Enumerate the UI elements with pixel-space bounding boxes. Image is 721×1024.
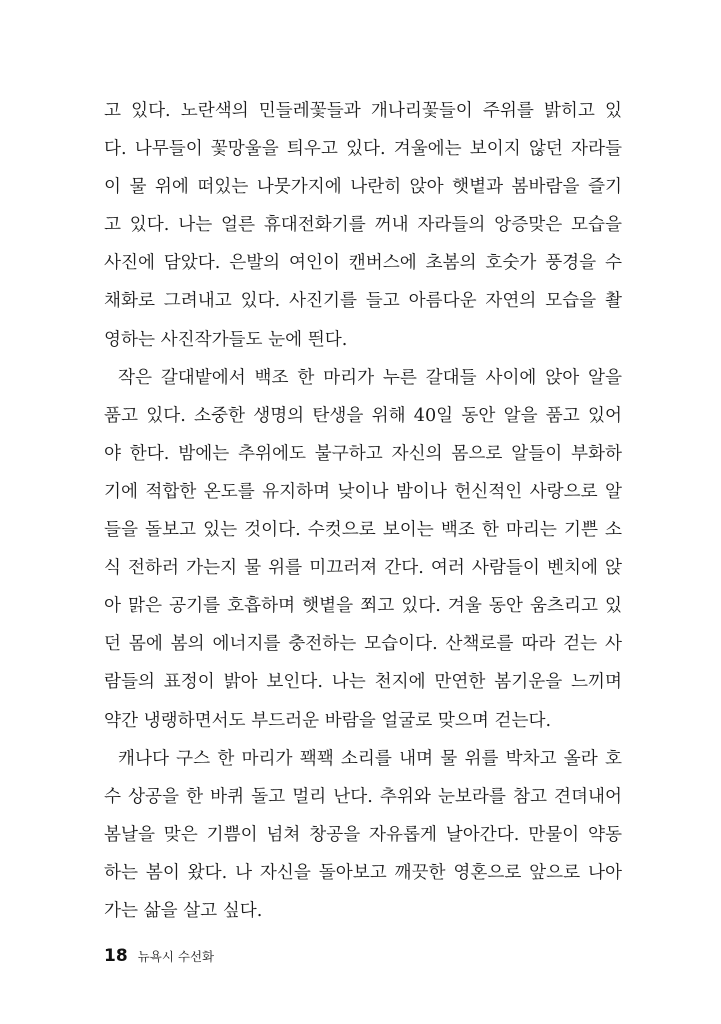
text-line: 던 몸에 봄의 에너지를 충전하는 모습이다. 산책로를 따라 걷는 사: [104, 634, 622, 655]
text-line: 사진에 담았다. 은발의 여인이 캔버스에 초봄의 호숫가 풍경을 수: [104, 253, 622, 274]
page-number: 18: [104, 946, 128, 966]
paragraph-2: [104, 359, 622, 740]
text-line: 고 있다. 나는 얼른 휴대전화기를 꺼내 자라들의 앙증맞은 모습을: [104, 215, 622, 236]
text-line: 작은 갈대밭에서 백조 한 마리가 누른 갈대들 사이에 앉아 알을: [118, 367, 622, 388]
paragraph-3: [104, 740, 622, 930]
text-line: 다. 나무들이 꽃망울을 틔우고 있다. 겨울에는 보이지 않던 자라들: [104, 139, 622, 160]
text-line: 야 한다. 밤에는 추위에도 불구하고 자신의 몸으로 알들이 부화하: [104, 443, 622, 464]
text-line: 채화로 그려내고 있다. 사진기를 들고 아름다운 자연의 모습을 촬: [104, 291, 622, 312]
text-line: 들을 돌보고 있는 것이다. 수컷으로 보이는 백조 한 마리는 기쁜 소: [104, 520, 622, 541]
text-line: 식 전하러 가는지 물 위를 미끄러져 간다. 여러 사람들이 벤치에 앉: [104, 558, 622, 579]
paragraph-1: [104, 92, 622, 359]
text-line: 기에 적합한 온도를 유지하며 낮이나 밤이나 헌신적인 사랑으로 알: [104, 481, 622, 502]
text-line: 영하는 사진작가들도 눈에 띈다.: [104, 329, 348, 350]
text-line: 이 물 위에 떠있는 나뭇가지에 나란히 앉아 햇볕과 봄바람을 즐기: [104, 177, 622, 198]
text-line: 캐나다 구스 한 마리가 꽥꽥 소리를 내며 물 위를 박차고 올라 호: [118, 748, 622, 769]
text-line: 고 있다. 노란색의 민들레꽃들과 개나리꽃들이 주위를 밝히고 있: [104, 101, 622, 121]
text-line: 하는 봄이 왔다. 나 자신을 돌아보고 깨끗한 영혼으로 앞으로 나아: [104, 862, 622, 883]
text-line: 가는 삶을 살고 싶다.: [104, 900, 263, 921]
text-line: 품고 있다. 소중한 생명의 탄생을 위해 40일 동안 알을 품고 있어: [104, 405, 622, 426]
text-line: 람들의 표정이 밝아 보인다. 나는 천지에 만연한 봄기운을 느끼며: [104, 672, 622, 693]
text-line: 봄날을 맞은 기쁨이 넘쳐 창공을 자유롭게 날아간다. 만물이 약동: [104, 824, 622, 845]
text-line: 아 맑은 공기를 호흡하며 햇볕을 쬐고 있다. 겨울 동안 움츠리고 있: [104, 596, 622, 617]
text-line: 약간 냉랭하면서도 부드러운 바람을 얼굴로 맞으며 걷는다.: [104, 710, 552, 731]
text-line: 수 상공을 한 바퀴 돌고 멀리 난다. 추위와 눈보라를 참고 견뎌내어: [104, 786, 622, 807]
page-footer: [104, 946, 214, 966]
running-title: 뉴욕시 수선화: [137, 949, 215, 964]
body-text: [104, 92, 622, 930]
